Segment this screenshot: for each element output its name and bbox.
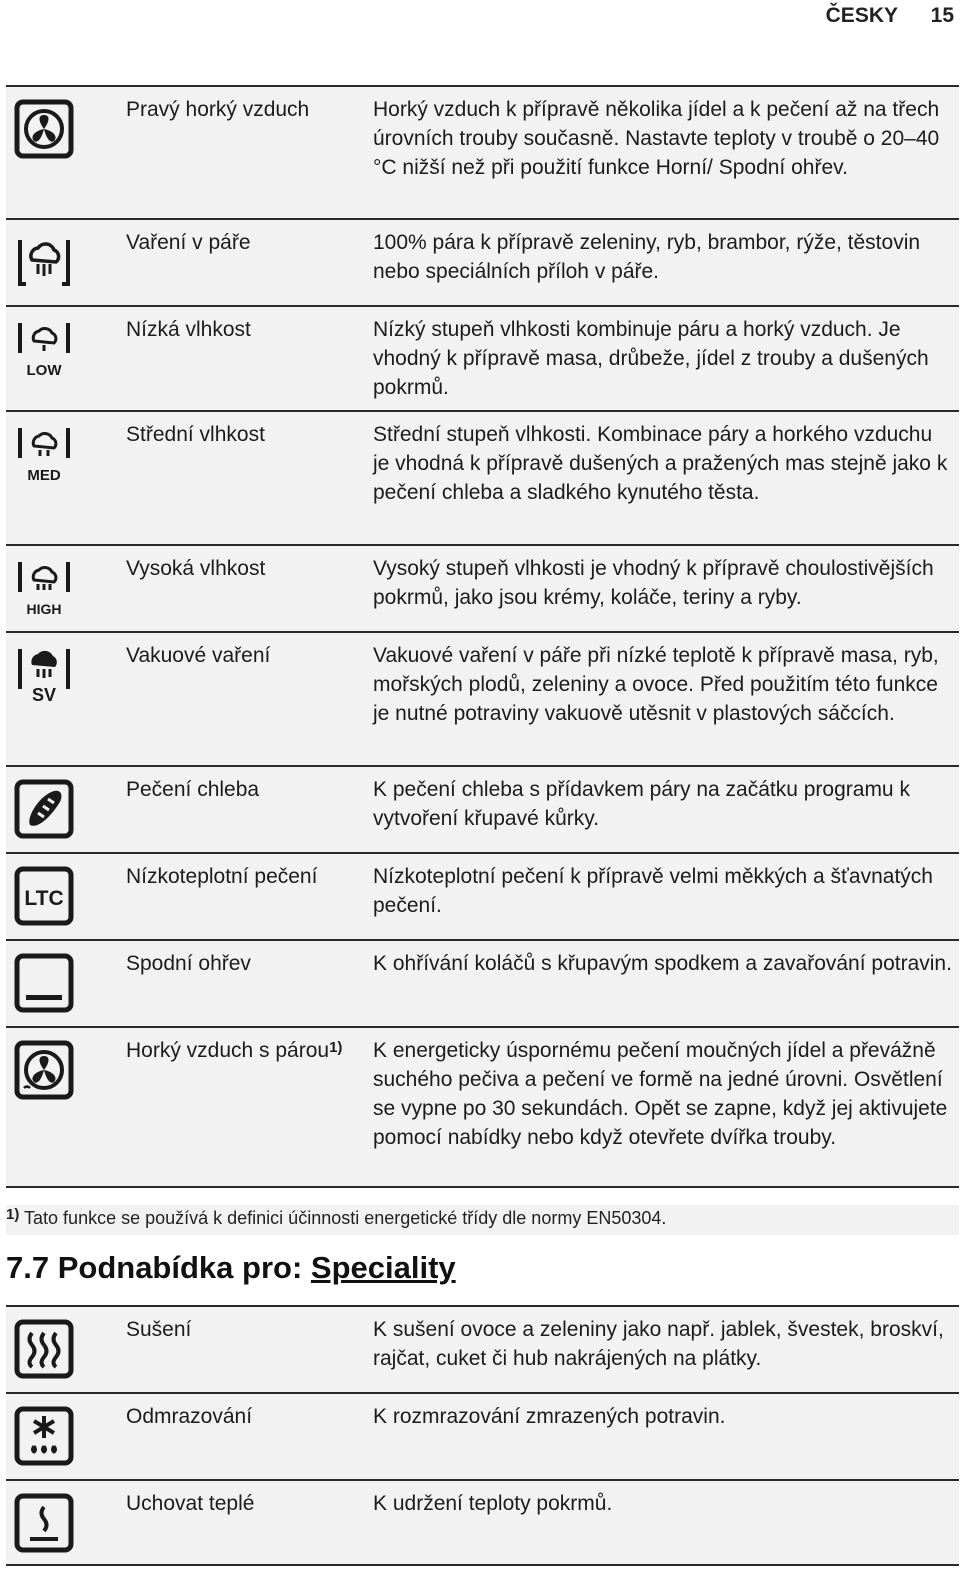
table-row [6,1392,959,1479]
function-name: Vakuové vaření [126,644,271,667]
function-description: Vakuové vaření v páře při nízké teplotě k přípravě masa, ryb, mořských plodů, zeleniny a ovoce. Před použitím této funkce je nutné potraviny vakuově utěsnit v plastových sáčcích. [373,644,939,725]
table-row [6,85,959,218]
function-name: Pravý horký vzduch [126,98,310,121]
drying-icon [12,1317,76,1381]
true-fan-cooking-icon [12,97,76,161]
function-description: Vysoký stupeň vlhkosti je vhodný k přípravě choulostivějších pokrmů, jako jsou krémy, koláče, teriny a ryby. [373,557,934,609]
function-name-text: Horký vzduch s párou [126,1039,330,1062]
function-description: Nízký stupeň vlhkosti kombinuje páru a horký vzduch. Je vhodný k přípravě masa, drůbeže, jídel z trouby a dušených pokrmů. [373,318,929,399]
function-name: Nízkoteplotní pečení [126,865,318,888]
steam-low-icon [12,317,76,381]
steam-med-icon [12,422,76,486]
svg-text:LTC: LTC [24,887,64,910]
footnote [6,1205,959,1235]
full-steam-icon [12,230,76,294]
svg-text:LOW: LOW [26,362,62,379]
sous-vide-icon [12,643,76,707]
function-description: Horký vzduch k přípravě několika jídel a k pečení až na třech úrovních trouby současně. Nastavte teploty v troubě o 20–40 °C nižší než při použití funkce Horní/ Spodní ohřev. [373,98,940,179]
function-name: Nízká vlhkost [126,318,251,341]
function-description: K energeticky úspornému pečení moučných jídel a převážně suchého pečiva a pečení ve formě na jedné úrovni. Osvětlení se vypne po 30 sekundách. Opět se zapne, když jej aktivujete pomocí nabídky nebo když otevřete dvířka trouby. [373,1039,948,1149]
footnote-marker: 1) [6,1206,20,1223]
page-number: 15 [930,4,954,27]
page-header [0,4,960,30]
keep-warm-icon [12,1491,76,1555]
table-row [6,1305,959,1392]
function-description: K udržení teploty pokrmů. [373,1492,613,1515]
table-row [6,218,959,305]
table-row [6,1026,959,1188]
table-row [6,305,959,410]
table-row [6,939,959,1026]
table-row [6,544,959,631]
function-description: K rozmrazování zmrazených potravin. [373,1405,726,1428]
moist-fan-baking-icon [12,1038,76,1102]
function-description: Střední stupeň vlhkosti. Kombinace páry a horkého vzduchu je vhodná k přípravě dušených a pražených mas stejně jako k pečení chleba a sladkého kynutého těsta. [373,423,948,504]
function-description: 100% pára k přípravě zeleniny, ryb, brambor, rýže, těstovin nebo speciálních příloh v páře. [373,231,921,283]
function-description: K sušení ovoce a zeleniny jako např. jablek, švestek, broskví, rajčat, cuket či hub nakrájených na plátky. [373,1318,944,1370]
function-name: Uchovat teplé [126,1492,255,1515]
function-name: Odmrazování [126,1405,253,1428]
table-row [6,410,959,544]
function-name: Pečení chleba [126,778,260,801]
section-heading-name: Speciality [310,1250,456,1285]
defrost-icon [12,1404,76,1468]
function-description: Nízkoteplotní pečení k přípravě velmi měkkých a šťavnatých pečení. [373,865,933,917]
svg-text:HIGH: HIGH [26,601,62,617]
function-description: K pečení chleba s přídavkem páry na začátku programu k vytvoření křupavé kůrky. [373,778,910,830]
table-row [6,1479,959,1566]
function-name: Spodní ohřev [126,952,251,975]
section-heading-prefix: 7.7 Podnabídka pro: [6,1250,311,1285]
footnote-text: Tato funkce se používá k definici účinnosti energetické třídy dle normy EN50304. [24,1208,667,1228]
function-name: Sušení [126,1318,192,1341]
bread-baking-icon [12,777,76,841]
language-label: ČESKY [825,4,898,27]
table-row [6,852,959,939]
speciality-table [6,1305,959,1566]
svg-text:MED: MED [27,467,61,484]
function-name: Vysoká vlhkost [126,557,266,580]
table-row [6,631,959,765]
table-row [6,765,959,852]
oven-functions-table [6,85,959,1188]
function-name [126,1036,351,1065]
bottom-heat-icon [12,951,76,1015]
footnote-marker: 1) [329,1039,343,1056]
function-name: Vaření v páře [126,231,251,254]
function-name: Střední vlhkost [126,423,265,446]
ltc-icon [12,864,76,928]
steam-high-icon [12,556,76,620]
svg-text:SV: SV [31,685,57,705]
function-description: K ohřívání koláčů s křupavým spodkem a zavařování potravin. [373,952,952,975]
section-heading [6,1250,456,1286]
